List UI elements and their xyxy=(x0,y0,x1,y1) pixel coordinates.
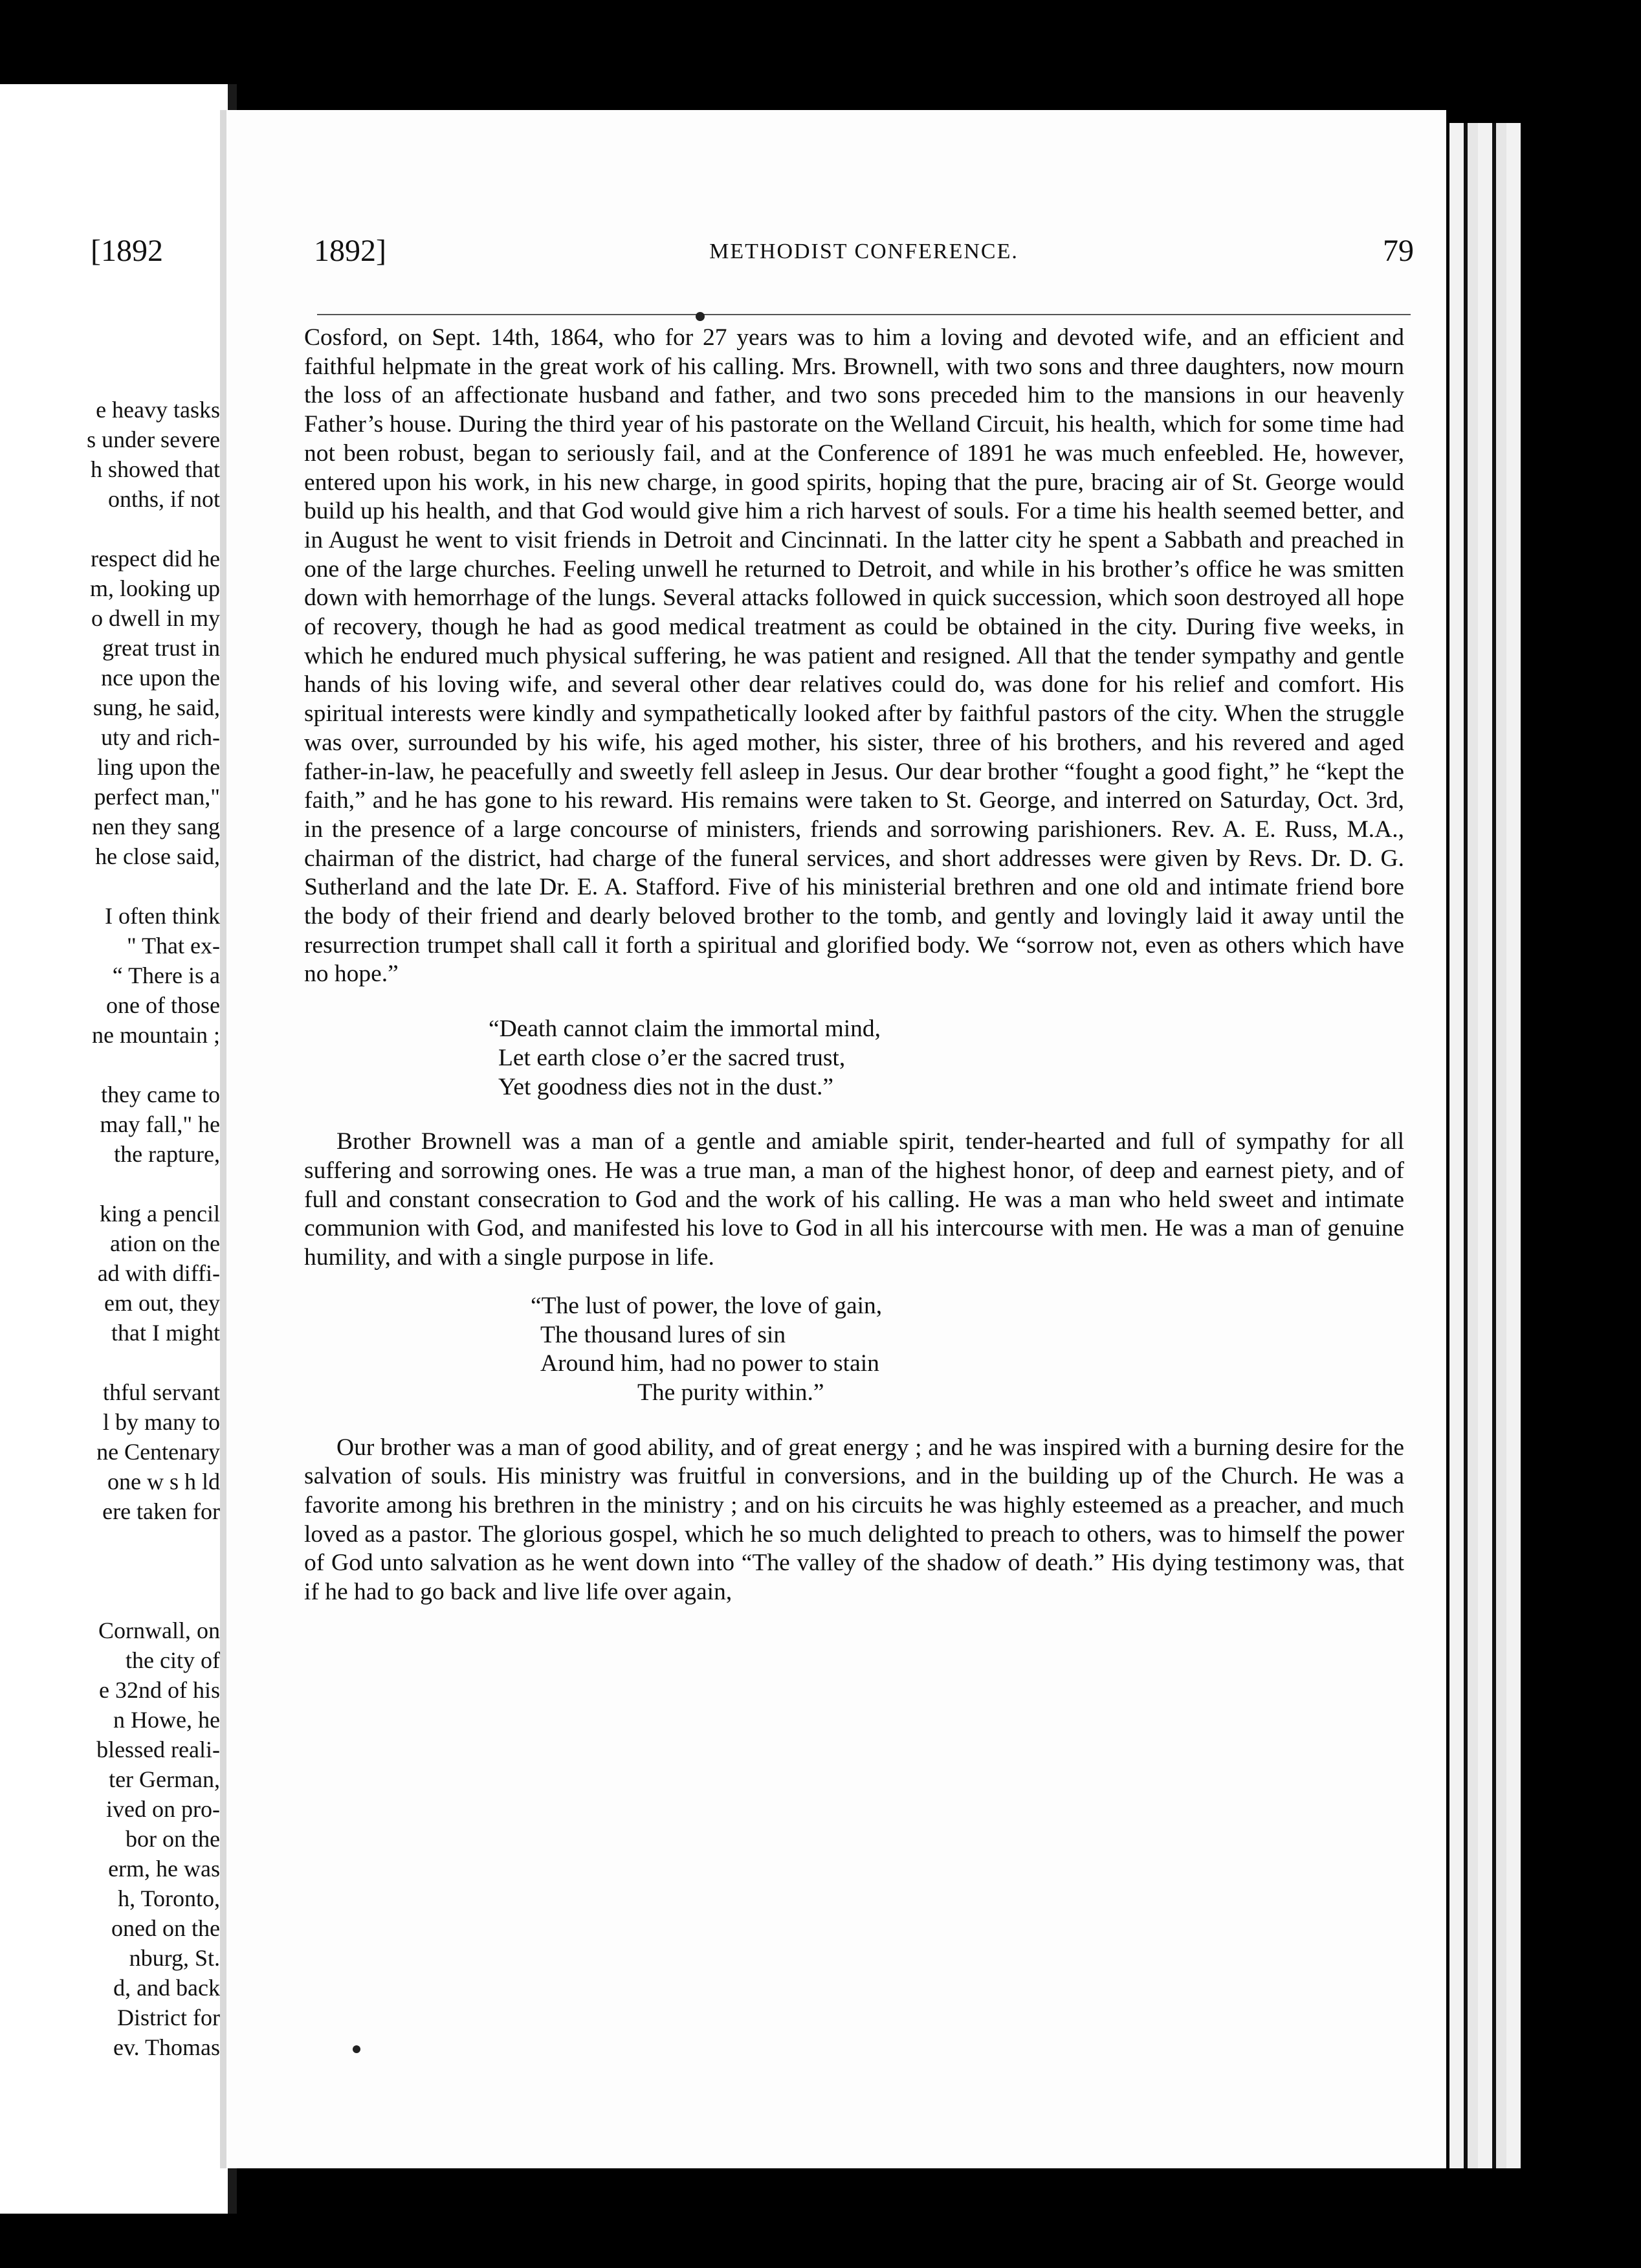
left-line: erm, he was xyxy=(108,1856,220,1882)
page-body xyxy=(304,324,1404,1607)
left-line: blessed reali- xyxy=(96,1737,220,1762)
left-line: onths, if not xyxy=(107,486,220,512)
verse-line: The thousand lures of sin xyxy=(540,1321,786,1348)
left-line: perfect man," xyxy=(94,784,220,810)
left-line: ling upon the xyxy=(97,754,220,780)
left-line: ne Centenary xyxy=(96,1439,220,1465)
left-line: uty and rich- xyxy=(101,724,220,750)
left-line: oned on the xyxy=(111,1915,220,1941)
left-line: h showed that xyxy=(91,456,220,482)
left-line: one w s h ld xyxy=(107,1469,220,1495)
left-line: “ There is a xyxy=(112,962,220,988)
right-page xyxy=(220,110,1446,2168)
left-line: ne mountain ; xyxy=(92,1022,220,1048)
left-line: ation on the xyxy=(110,1230,220,1256)
left-line: they came to xyxy=(101,1082,220,1107)
header-rule xyxy=(317,314,1411,315)
left-line: may fall," he xyxy=(100,1111,220,1137)
left-line: m, looking up xyxy=(89,575,220,601)
left-running-head: [1892 xyxy=(91,234,163,268)
left-line: ived on pro- xyxy=(106,1796,220,1822)
left-line: e heavy tasks xyxy=(96,397,220,423)
left-line: em out, they xyxy=(104,1290,220,1316)
left-line: s under severe xyxy=(87,427,220,452)
left-line: thful servant xyxy=(103,1379,220,1405)
left-line: ad with diffi- xyxy=(97,1260,220,1286)
left-line: ere taken for xyxy=(102,1498,220,1524)
left-line: bor on the xyxy=(126,1826,220,1852)
paragraph-obituary: Cosford, on Sept. 14th, 1864, who for 27 years was to him a loving and devoted wife, and an efficient and faithful helpmate in the great work of his calling. Mrs. Brownell, with two sons and three daughters, now mourn the loss of an affectionate husband and father, and two sons preceded him to the mansions in our heavenly Father’s house. During the third year of his pastorate on the Welland Circuit, his health, which for some time had not been robust, began to seriously fail, and at the Conference of 1891 he was much enfeebled. He, however, entered upon his work, in his new charge, in good spirits, hoping that the pure, bracing air of St. George would build up his health, and that God would give him a rich harvest of souls. For a time his health seemed better, and in August he went to visit friends in Detroit and Cincinnati. In the latter city he spent a Sabbath and preached in one of the large churches. Feeling unwell he returned to Detroit, and while in his brother’s office he was smitten down with hemorrhage of the lungs. Several attacks followed in quick succession, which soon destroyed all hope of recovery, though he had as good medical treatment as could be obtained in the city. During five weeks, in which he endured much physical suffering, he was patient and resigned. All that the tender sympathy and gentle hands of his loving wife, and several other dear relatives could do, was done for his relief and comfort. His spiritual interests were kindly and sympathetically looked after by faithful pastors of the city. When the struggle was over, surrounded by his wife, his aged mother, his sister, three of his brothers, and his revered and aged father-in-law, he peacefully and sweetly fell asleep in Jesus. Our dear brother “fought a good fight,” he “kept the faith,” and he has gone to his reward. His remains were taken to St. George, and interred on Saturday, Oct. 3rd, in the presence of a large concourse of ministers, friends and sorrowing parishioners. Rev. A. E. Russ, M.A., chairman of the district, had charge of the funeral services, and short addresses were given by Revs. Dr. D. G. Sutherland and the late Dr. E. A. Stafford. Five of his ministerial brethren and one old and intimate friend bore the body of their friend and dearly beloved brother to the tomb, and gently and lovingly laid it away until the resurrection trumpet shall call it forth a spiritual and glorified body. We “sorrow not, even as others which have no hope.” xyxy=(304,324,1404,988)
left-line: ter German, xyxy=(109,1766,220,1792)
left-line: sung, he said, xyxy=(93,695,220,720)
left-line: nen they sang xyxy=(92,814,220,839)
verse-lust-of-power xyxy=(304,1292,1404,1408)
left-line: he close said, xyxy=(95,843,220,869)
ink-speck xyxy=(696,312,705,321)
left-line: nce upon the xyxy=(101,665,220,691)
left-line: District for xyxy=(117,2005,220,2030)
left-line: respect did he xyxy=(91,546,220,572)
page-number: 79 xyxy=(1383,234,1414,268)
ink-speck xyxy=(353,2045,360,2053)
left-line: the rapture, xyxy=(114,1141,220,1167)
left-line: " That ex- xyxy=(127,933,220,959)
left-line: n Howe, he xyxy=(113,1707,220,1733)
verse-death-cannot-claim xyxy=(304,1015,1404,1102)
left-line: o dwell in my xyxy=(91,605,220,631)
header-title: METHODIST CONFERENCE. xyxy=(709,239,1019,263)
left-line: great trust in xyxy=(102,635,220,661)
left-page xyxy=(0,84,237,2214)
verse-line: “The lust of power, the love of gain, xyxy=(531,1292,883,1319)
header-year: 1892] xyxy=(314,234,386,268)
left-line: d, and back xyxy=(113,1975,220,2001)
left-page-text xyxy=(0,395,220,2062)
left-line: e 32nd of his xyxy=(99,1677,220,1703)
verse-line: The purity within.” xyxy=(637,1379,824,1406)
left-line: h, Toronto, xyxy=(118,1885,220,1911)
left-line: l by many to xyxy=(103,1409,220,1435)
left-line: that I might xyxy=(111,1320,220,1346)
verse-line: Around him, had no power to stain xyxy=(540,1350,879,1377)
running-header xyxy=(314,233,1414,272)
verse-line: “Death cannot claim the immortal mind, xyxy=(489,1016,881,1043)
paragraph-character: Brother Brownell was a man of a gentle and amiable spirit, tender-hearted and full of sympathy for all suffering and sorrowing ones. He was a true man, a man of the highest honor, of deep and earnest piety, and of full and constant consecration to God and the work of his calling. He was a man who held sweet and intimate communion with God, and manifested his love to God in all his intercourse with men. He was a man of genuine humility, and with a single purpose in life. xyxy=(304,1128,1404,1271)
verse-line: Let earth close o’er the sacred trust, xyxy=(498,1044,846,1071)
left-line: the city of xyxy=(126,1647,220,1673)
left-line: king a pencil xyxy=(100,1201,220,1227)
left-line: one of those xyxy=(106,992,220,1018)
left-line: Cornwall, on xyxy=(98,1618,220,1643)
page-edges xyxy=(1449,123,1521,2168)
left-line: nburg, St. xyxy=(129,1945,220,1971)
left-line: ev. Thomas xyxy=(113,2034,220,2060)
verse-line: Yet goodness dies not in the dust.” xyxy=(498,1073,834,1100)
paragraph-ministry: Our brother was a man of good ability, and of great energy ; and he was inspired with a burning desire for the salvation of souls. His ministry was fruitful in conversions, and in the building up of the Church. He was a favorite among his brethren in the ministry ; and on his circuits he was highly esteemed as a preacher, and much loved as a pastor. The glorious gospel, which he so much delighted to preach to others, was to himself the power of God unto salvation as he went down into “The valley of the shadow of death.” His dying testimony was, that if he had to go back and live life over again, xyxy=(304,1434,1404,1606)
left-line: I often think xyxy=(105,903,220,929)
